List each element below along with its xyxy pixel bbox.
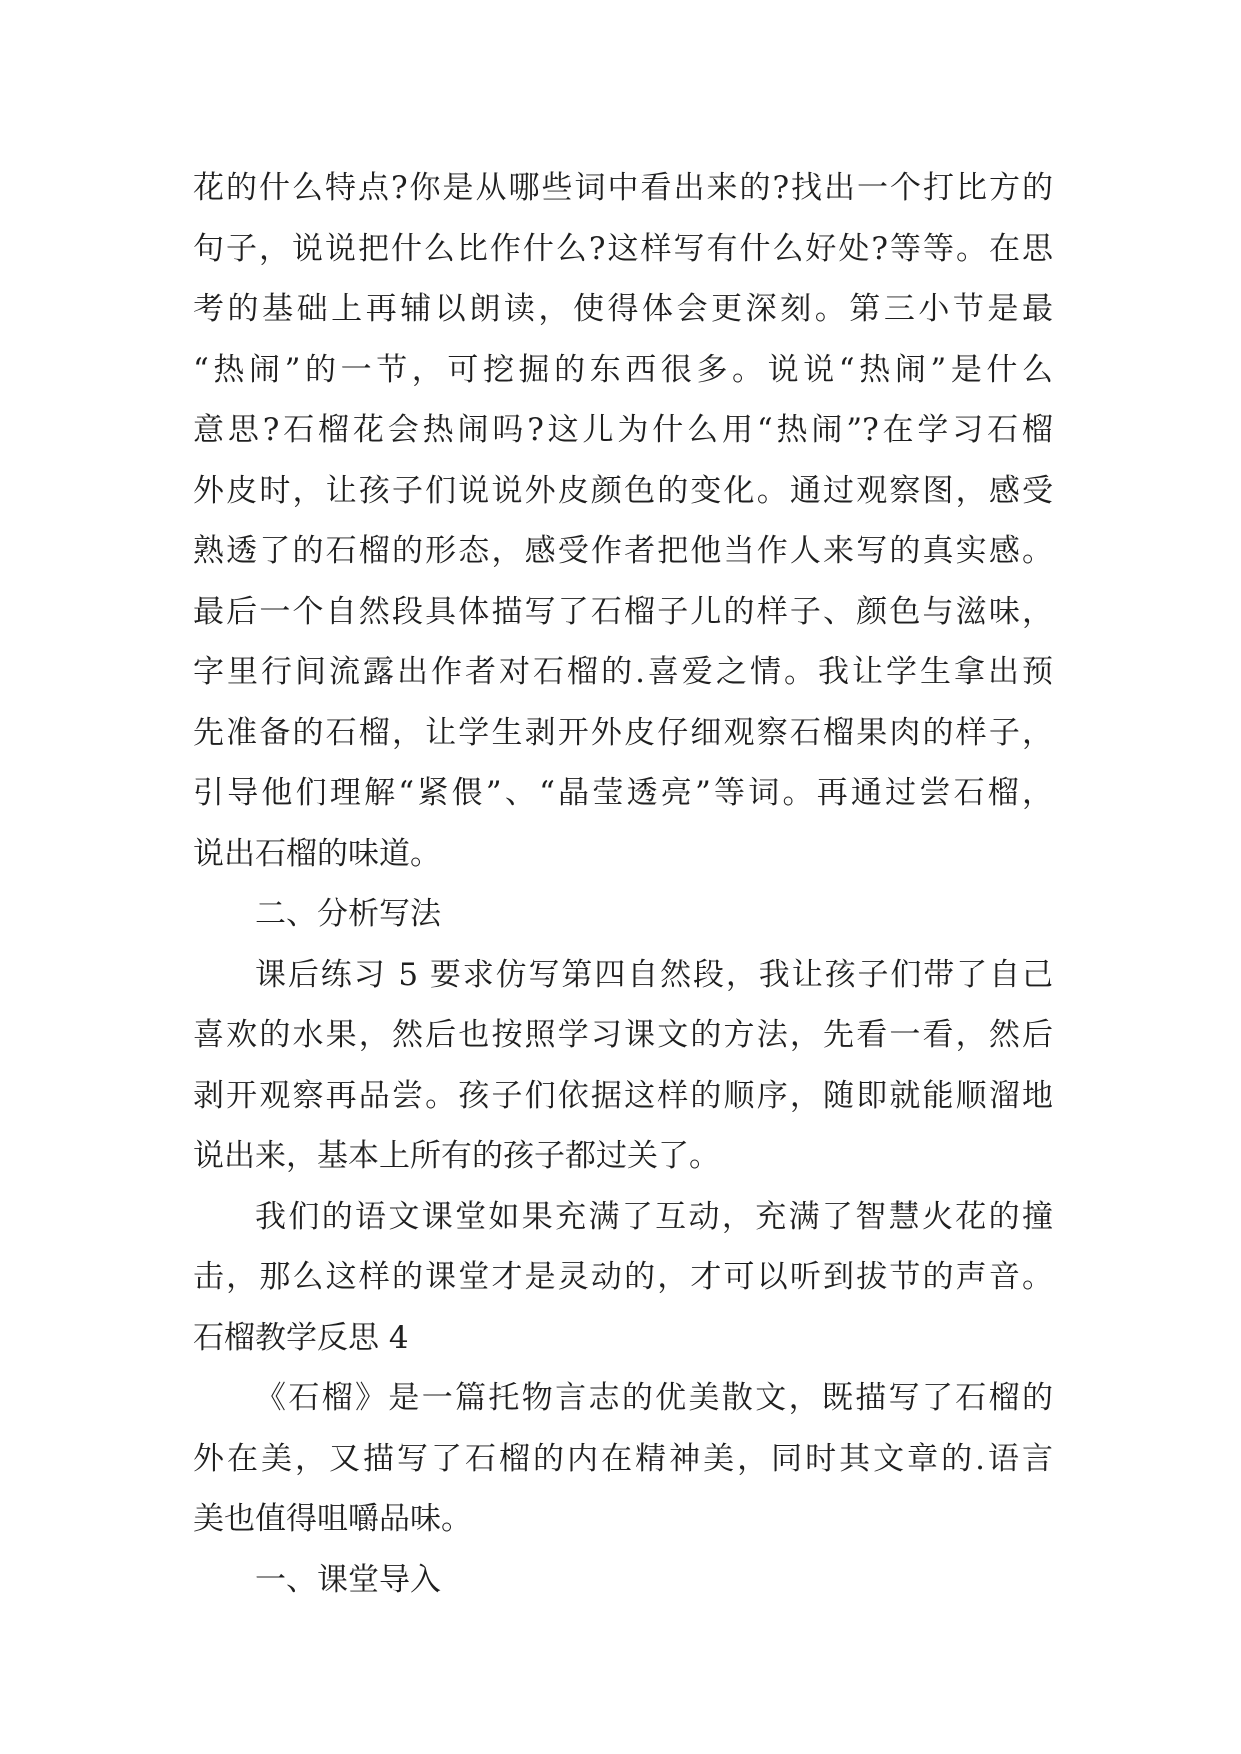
text-line: 花的什么特点?你是从哪些词中看出来的?找出一个打比方的 [193, 170, 1053, 206]
text-line: 外皮时，让孩子们说说外皮颜色的变化。通过观察图，感受 [193, 472, 1053, 509]
text-line: 熟透了的石榴的形态，感受作者把他当作人来写的真实感。 [193, 533, 1053, 569]
text-line: 剥开观察再品尝。孩子们依据这样的顺序，随即就能顺溜地 [193, 1077, 1053, 1114]
article-title: 石榴教学反思 4 [193, 1319, 409, 1356]
text-line: 美也值得咀嚼品味。 [193, 1501, 472, 1537]
text-line: 喜欢的水果，然后也按照学习课文的方法，先看一看，然后 [193, 1017, 1053, 1053]
section-heading: 二、分析写法 [255, 896, 441, 932]
text-line: 说出石榴的味道。 [193, 835, 441, 872]
text-line: 外在美，又描写了石榴的内在精神美，同时其文章的.语言 [193, 1440, 1053, 1477]
document-body [193, 158, 1053, 1610]
text-line: 字里行间流露出作者对石榴的.喜爱之情。我让学生拿出预 [193, 654, 1053, 690]
text-line: 句子，说说把什么比作什么?这样写有什么好处?等等。在思 [193, 230, 1053, 267]
text-line: 课后练习 5 要求仿写第四自然段，我让孩子们带了自己 [255, 956, 1053, 993]
text-line: 《石榴》是一篇托物言志的优美散文，既描写了石榴的 [255, 1380, 1053, 1416]
section-heading: 一、课堂导入 [255, 1561, 441, 1598]
text-line: 说出来，基本上所有的孩子都过关了。 [193, 1138, 720, 1174]
text-line: 考的基础上再辅以朗读，使得体会更深刻。第三小节是最 [193, 291, 1053, 327]
text-line: “热闹”的一节，可挖掘的东西很多。说说“热闹”是什么 [193, 351, 1053, 388]
text-line: 意思?石榴花会热闹吗?这儿为什么用“热闹”?在学习石榴 [193, 412, 1053, 448]
text-line: 击，那么这样的课堂才是灵动的，才可以听到拔节的声音。 [193, 1259, 1053, 1295]
text-line: 引导他们理解“紧偎”、“晶莹透亮”等词。再通过尝石榴， [193, 775, 1053, 811]
text-line: 先准备的石榴，让学生剥开外皮仔细观察石榴果肉的样子， [193, 714, 1053, 751]
text-line: 我们的语文课堂如果充满了互动，充满了智慧火花的撞 [255, 1198, 1053, 1235]
text-line: 最后一个自然段具体描写了石榴子儿的样子、颜色与滋味， [193, 593, 1053, 630]
